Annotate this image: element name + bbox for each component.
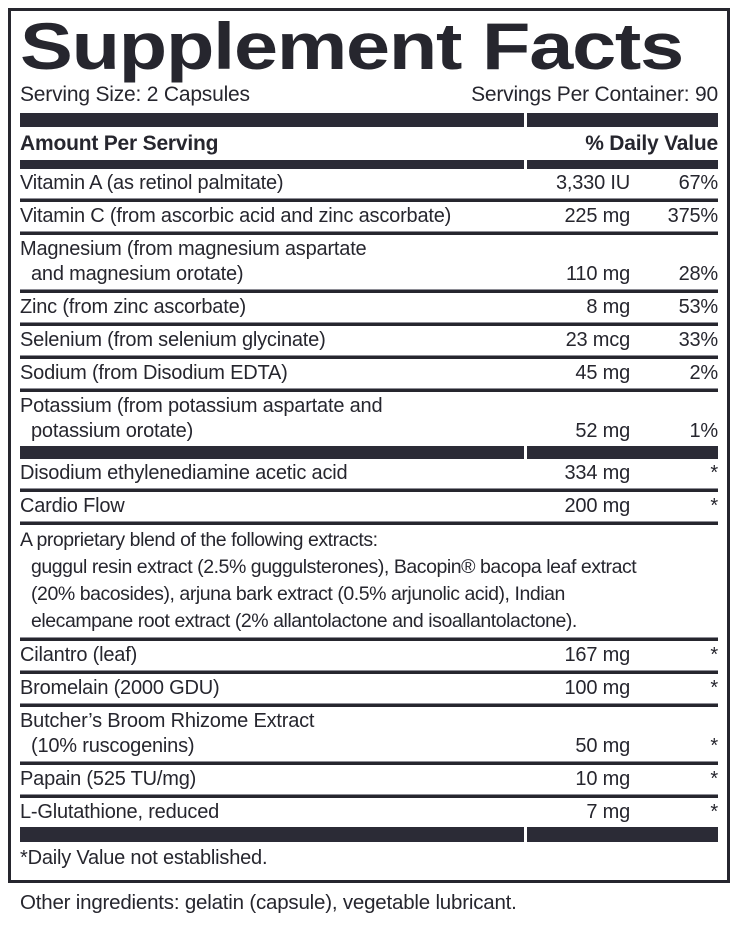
nutrient-name-continued: (10% ruscogenins) — [31, 735, 195, 757]
nutrient-name: Bromelain (2000 GDU) — [20, 677, 220, 699]
nutrient-amount: 50 mg — [575, 735, 630, 757]
proprietary-blend — [20, 525, 718, 637]
nutrient-amount: 200 mg — [564, 495, 630, 517]
nutrient-row-papain — [20, 765, 718, 794]
nutrient-amount: 167 mg — [564, 644, 630, 666]
nutrient-name: Cilantro (leaf) — [20, 644, 138, 666]
nutrient-amount: 3,330 IU — [555, 172, 630, 194]
nutrient-amount: 23 mcg — [565, 329, 630, 351]
nutrient-row-vitamin-c — [20, 202, 718, 231]
nutrient-daily-value: 2% — [689, 362, 718, 384]
nutrient-name: Vitamin C (from ascorbic acid and zinc ascorbate) — [20, 205, 452, 227]
nutrient-amount: 110 mg — [565, 263, 630, 285]
nutrient-amount: 45 mg — [575, 362, 630, 384]
nutrient-daily-value: * — [710, 801, 718, 823]
nutrient-row-sodium — [20, 359, 718, 388]
nutrient-name: Cardio Flow — [20, 495, 125, 517]
nutrient-row-bromelain — [20, 674, 718, 703]
nutrient-row-cardio-flow — [20, 492, 718, 521]
nutrient-name: Potassium (from potassium aspartate and — [20, 395, 383, 417]
nutrient-daily-value: 28% — [678, 263, 718, 285]
blend-line: (20% bacosides), arjuna bark extract (0.5% arjunolic acid), Indian — [31, 583, 565, 605]
column-header-daily-value: % Daily Value — [585, 132, 718, 155]
nutrient-row-line2 — [20, 262, 718, 287]
supplement-facts-panel — [8, 8, 730, 883]
servings-per-container: Servings Per Container: 90 — [471, 83, 718, 106]
nutrient-name: Zinc (from zinc ascorbate) — [20, 296, 246, 318]
nutrient-row-line2 — [20, 734, 718, 759]
blend-line: A proprietary blend of the following extracts: — [20, 529, 378, 551]
divider-bar-middle — [20, 446, 718, 459]
nutrient-amount: 7 mg — [586, 801, 630, 823]
nutrient-daily-value: * — [710, 495, 718, 517]
other-ingredients: Other ingredients: gelatin (capsule), vegetable lubricant. — [20, 891, 517, 914]
nutrient-daily-value: * — [710, 462, 718, 484]
blend-line: guggul resin extract (2.5% guggulsterones), Bacopin® bacopa leaf extract — [31, 556, 637, 578]
facts-title: Supplement Facts — [20, 9, 683, 83]
nutrient-amount: 52 mg — [575, 420, 630, 442]
daily-value-footnote: *Daily Value not established. — [20, 847, 268, 869]
nutrient-row-l-glutathione — [20, 798, 718, 827]
nutrient-amount: 100 mg — [564, 677, 630, 699]
nutrient-daily-value: 1% — [689, 420, 718, 442]
blend-line: elecampane root extract (2% allantolactone and isoallantolactone). — [31, 610, 577, 632]
nutrient-amount: 225 mg — [564, 205, 630, 227]
nutrient-name: Magnesium (from magnesium aspartate — [20, 238, 367, 260]
nutrient-row-cilantro — [20, 641, 718, 670]
nutrient-daily-value: 53% — [678, 296, 718, 318]
nutrient-daily-value: 33% — [678, 329, 718, 351]
nutrient-row-disodium-edta — [20, 459, 718, 488]
nutrient-row-line2 — [20, 419, 718, 444]
nutrient-daily-value: * — [710, 644, 718, 666]
nutrient-name-continued: potassium orotate) — [31, 420, 194, 442]
nutrient-daily-value: * — [710, 768, 718, 790]
nutrient-name: L-Glutathione, reduced — [20, 801, 220, 823]
nutrient-row-zinc — [20, 293, 718, 322]
nutrient-row-magnesium — [20, 235, 718, 289]
nutrient-amount: 8 mg — [586, 296, 630, 318]
nutrient-name: Disodium ethylenediamine acetic acid — [20, 462, 348, 484]
serving-info — [20, 80, 718, 113]
column-headers — [20, 127, 718, 160]
nutrient-name: Papain (525 TU/mg) — [20, 768, 197, 790]
nutrient-daily-value: 67% — [678, 172, 718, 194]
nutrient-daily-value: 375% — [667, 205, 718, 227]
divider-bar-bottom — [20, 827, 718, 842]
divider-bar-under-headers — [20, 160, 718, 169]
divider-bar-top — [20, 113, 718, 127]
column-header-amount-per-serving: Amount Per Serving — [20, 132, 219, 155]
nutrient-name-continued: and magnesium orotate) — [31, 263, 244, 285]
nutrient-name: Sodium (from Disodium EDTA) — [20, 362, 288, 384]
nutrient-name: Butcher’s Broom Rhizome Extract — [20, 710, 315, 732]
nutrient-row-selenium — [20, 326, 718, 355]
nutrient-row-potassium — [20, 392, 718, 446]
nutrient-amount: 334 mg — [564, 462, 630, 484]
nutrient-amount: 10 mg — [575, 768, 630, 790]
nutrient-name: Vitamin A (as retinol palmitate) — [20, 172, 284, 194]
nutrient-row-butchers-broom — [20, 707, 718, 761]
nutrient-daily-value: * — [710, 735, 718, 757]
nutrient-name: Selenium (from selenium glycinate) — [20, 329, 326, 351]
nutrient-row-vitamin-a — [20, 169, 718, 198]
nutrient-daily-value: * — [710, 677, 718, 699]
serving-size: Serving Size: 2 Capsules — [20, 83, 250, 106]
